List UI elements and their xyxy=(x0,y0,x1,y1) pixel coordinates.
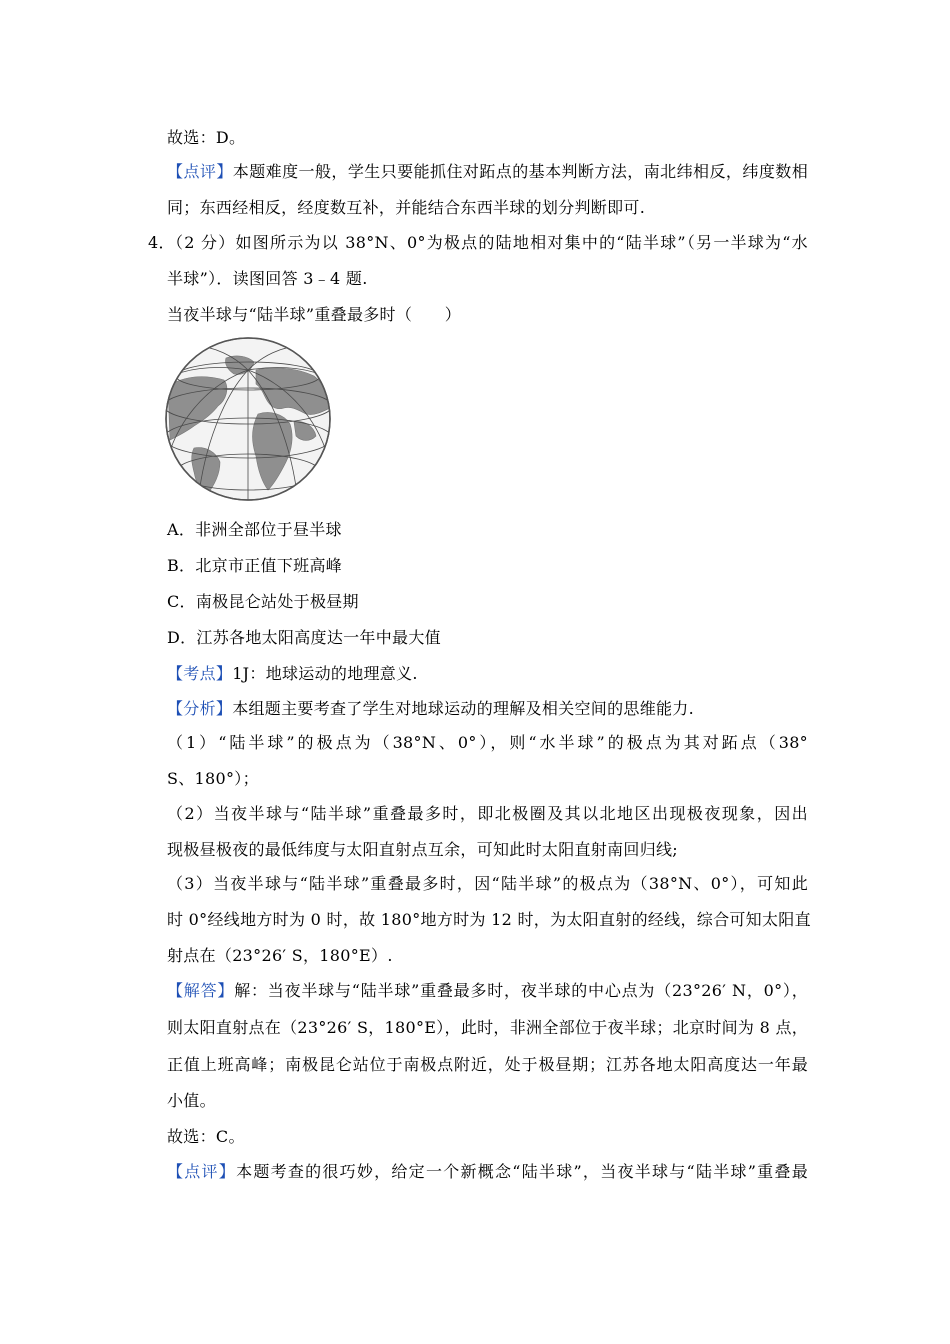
option-b: B．北京市正值下班高峰 xyxy=(167,556,343,575)
fenxi-p1-line-1: （1）“陆半球”的极点为（38°N、0°），则“水半球”的极点为其对跖点（38° xyxy=(167,733,808,752)
fenxi-p1-line-2: S、180°）； xyxy=(167,769,259,788)
land-hemisphere-globe-figure xyxy=(164,336,332,502)
question-number: 4． xyxy=(148,233,175,252)
prev-comment-line-2: 同；东西经相反，经度数互补，并能结合东西半球的划分判断即可. xyxy=(167,198,646,217)
fenxi-p3-line-1: （3）当夜半球与“陆半球”重叠最多时，因“陆半球”的极点为（38°N、0°），可知此 xyxy=(167,874,808,893)
dianping-line: 【点评】本题考查的很巧妙，给定一个新概念“陆半球”，当夜半球与“陆半球”重叠最 xyxy=(167,1162,808,1181)
fenxi-line: 【分析】本组题主要考查了学生对地球运动的理解及相关空间的思维能力. xyxy=(167,699,694,718)
kaodian-tag: 【考点】 xyxy=(167,664,233,683)
fenxi-tag: 【分析】 xyxy=(167,699,233,718)
prev-answer: 故选：D。 xyxy=(167,128,246,147)
dianping-tag: 【点评】 xyxy=(167,1162,237,1181)
fenxi-p2-line-1: （2）当夜半球与“陆半球”重叠最多时，即北极圈及其以北地区出现极夜现象，因出 xyxy=(167,804,808,823)
comment-tag: 【点评】 xyxy=(167,162,233,181)
fenxi-p2-line-2: 现极昼极夜的最低纬度与太阳直射点互余，可知此时太阳直射南回归线; xyxy=(167,840,678,859)
option-d: D．江苏各地太阳高度达一年中最大值 xyxy=(167,628,441,647)
option-c: C．南极昆仑站处于极昼期 xyxy=(167,592,359,611)
question-stem-line-2: 半球”）．读图回答 3﹣4 题. xyxy=(167,269,368,288)
fenxi-p3-line-2: 时 0°经线地方时为 0 时，故 180°地方时为 12 时，为太阳直射的经线，综合可知太阳直 xyxy=(167,910,811,929)
jieda-tag: 【解答】 xyxy=(167,981,235,1000)
question-stem-line-1: （2 分）如图所示为以 38°N、0°为极点的陆地相对集中的“陆半球”（另一半球为“水 xyxy=(167,233,808,252)
jieda-line-3: 正值上班高峰；南极昆仑站位于南极点附近，处于极昼期；江苏各地太阳高度达一年最 xyxy=(167,1055,808,1074)
kaodian-line: 【考点】1J：地球运动的地理意义. xyxy=(167,664,418,683)
fenxi-p3-line-3: 射点在（23°26′ S，180°E）. xyxy=(167,946,393,965)
jieda-line-2: 则太阳直射点在（23°26′ S，180°E），此时，非洲全部位于夜半球；北京时间为 8 点， xyxy=(167,1018,809,1037)
prev-comment-line-1: 【点评】本题难度一般，学生只要能抓住对跖点的基本判断方法，南北纬相反，纬度数相 xyxy=(167,162,808,181)
jieda-line-1: 【解答】解：当夜半球与“陆半球”重叠最多时，夜半球的中心点为（23°26′ N，0°）， xyxy=(167,981,808,1000)
answer: 故选：C。 xyxy=(167,1127,245,1146)
option-a: A．非洲全部位于昼半球 xyxy=(167,520,342,539)
question-prompt: 当夜半球与“陆半球”重叠最多时（ ） xyxy=(167,305,462,324)
jieda-line-4: 小值。 xyxy=(167,1091,216,1110)
